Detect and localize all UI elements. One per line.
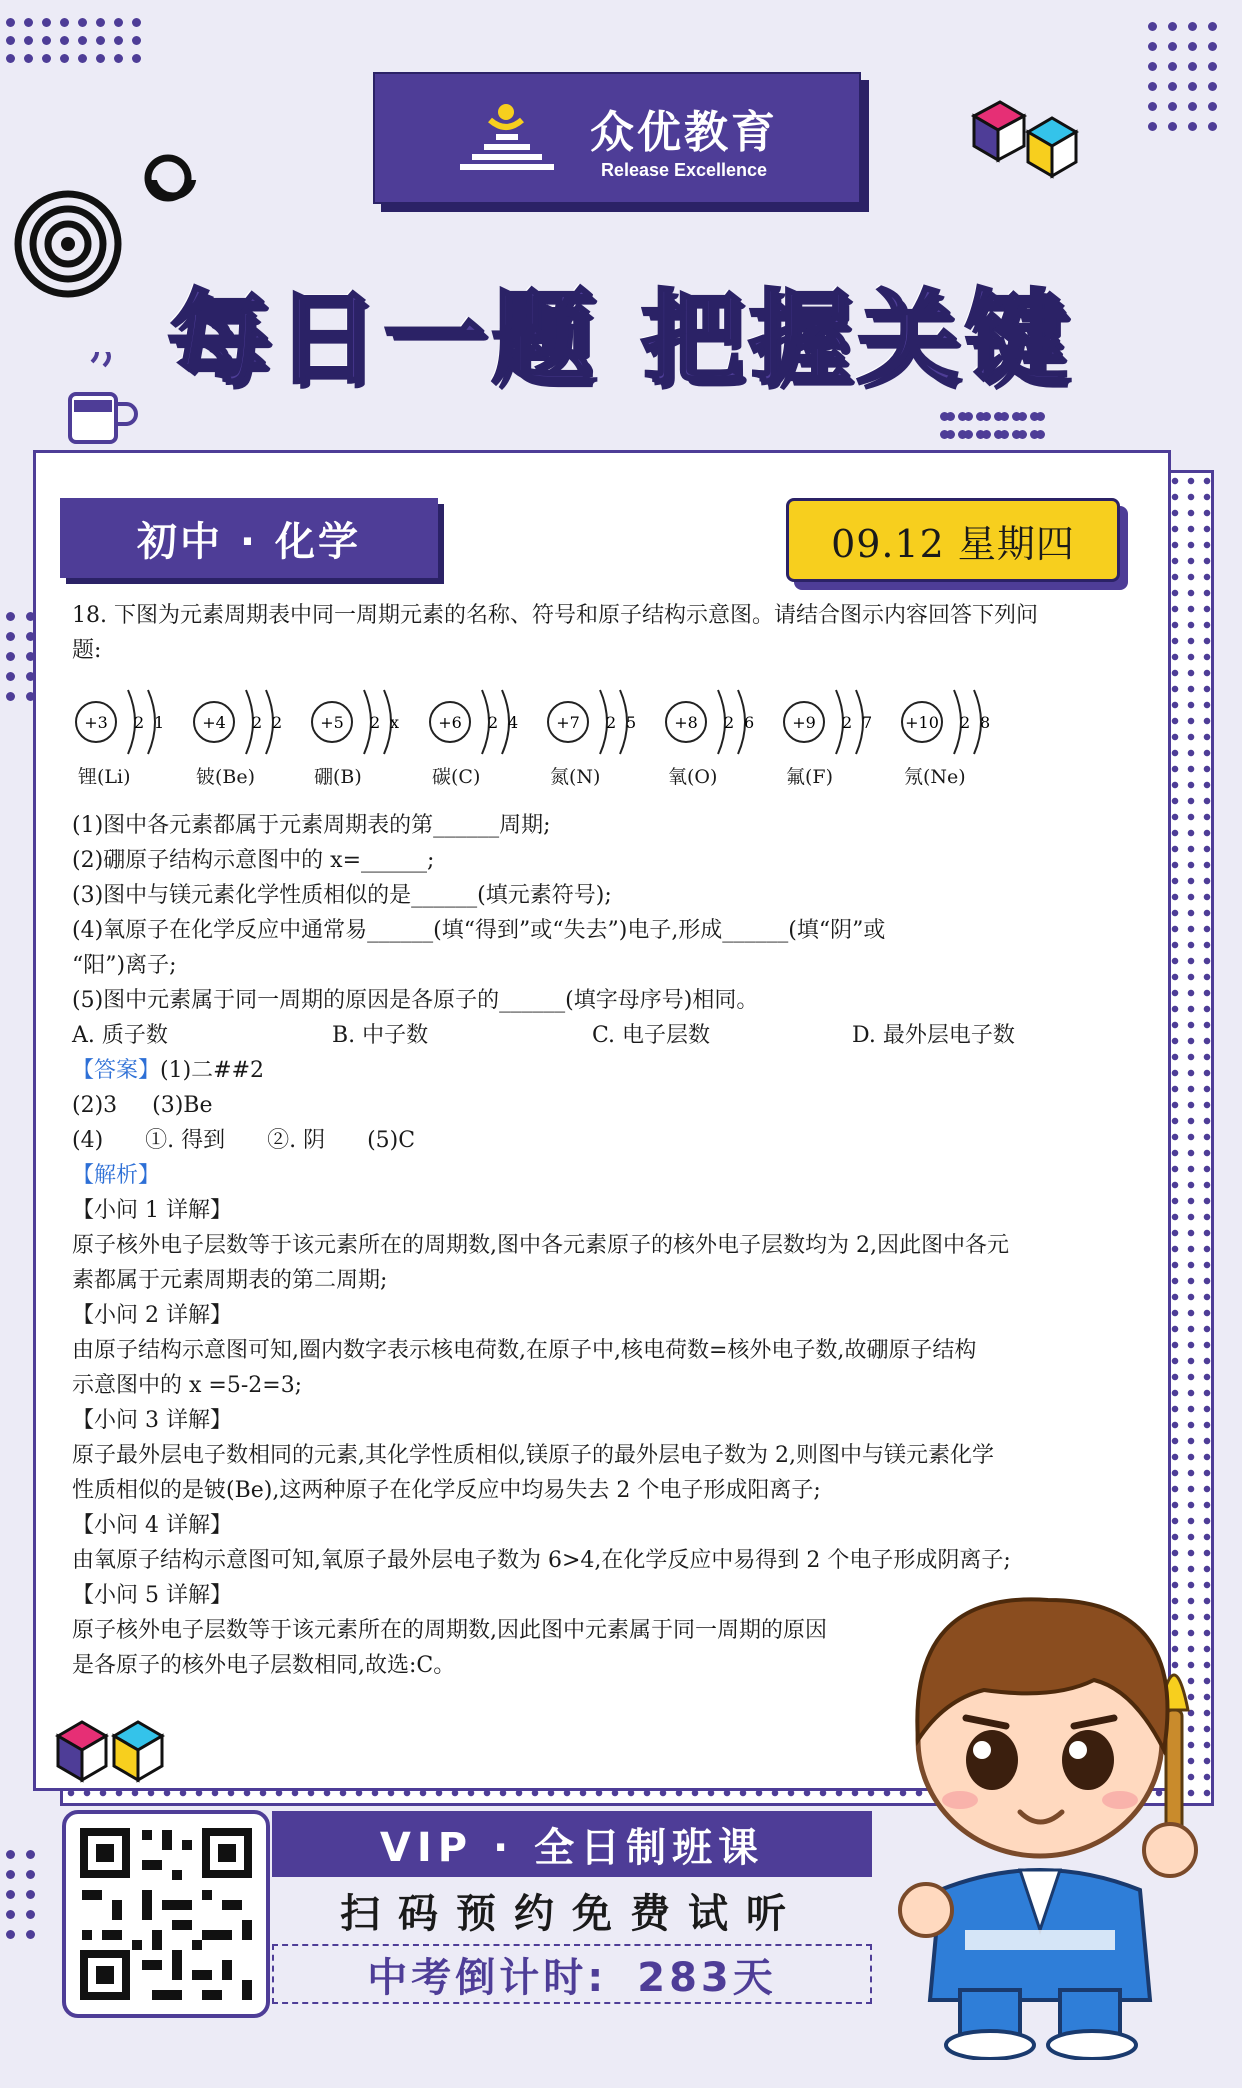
page-headline: 每日一题 把握关键 (167, 280, 1073, 399)
analysis-text-3b: 性质相似的是铍(Be),这两种原子在化学反应中均易失去 2 个电子形成阳离子; (72, 1478, 821, 1503)
analysis-heading-5: 【小问 5 详解】 (72, 1583, 232, 1608)
sub-question-4: (4)氧原子在化学反应中通常易______(填“得到”或“失去”)电子,形成______(填“阴”或 (72, 918, 886, 943)
option-d: D. 最外层电子数 (852, 1023, 1015, 1048)
question-content (72, 598, 1112, 1683)
dot (96, 18, 105, 27)
scan-to-book-text: 扫码预约免费试听 (340, 1890, 804, 1937)
dot (1148, 102, 1157, 111)
answer-5: (5)C (367, 1128, 416, 1153)
dot (114, 36, 123, 45)
atom-element-name: 氧(O) (668, 766, 718, 788)
sub-question-5: (5)图中元素属于同一周期的原因是各原子的______(填字母序号)相同。 (72, 988, 759, 1013)
mascot-illustration (870, 1590, 1210, 2060)
dot (78, 54, 87, 63)
dot (946, 430, 955, 439)
brand-slogan: Release Excellence (600, 159, 768, 180)
answer-2: (2)3 (72, 1093, 118, 1118)
dot (1188, 42, 1197, 51)
atom-shell-count: 2 (370, 713, 381, 732)
dot (964, 430, 973, 439)
countdown-value: 283天 (637, 1954, 777, 2001)
sub-question-2: (2)硼原子结构示意图中的 x=______; (72, 848, 435, 873)
atom-element-name: 氖(Ne) (904, 766, 966, 788)
dot (1000, 430, 1009, 439)
atom-shell-count: 2 (272, 713, 283, 732)
atom-diagram (780, 676, 890, 788)
sub-question-1: (1)图中各元素都属于元素周期表的第______周期; (72, 813, 551, 838)
analysis-heading-4: 【小问 4 详解】 (72, 1513, 232, 1538)
dot (96, 54, 105, 63)
dot-pattern-top-right (1148, 22, 1228, 142)
answer-3: (3)Be (152, 1093, 213, 1118)
dot (60, 54, 69, 63)
dot (42, 18, 51, 27)
dot (1168, 42, 1177, 51)
dot (6, 54, 15, 63)
ring-decoration (142, 152, 194, 204)
vip-course-banner: VIP · 全日制班课 (272, 1811, 872, 1877)
sub-question-4-cont: “阳”)离子; (72, 953, 177, 978)
dot (60, 18, 69, 27)
dot (1208, 82, 1217, 91)
subject-tag: 初中 · 化学 (60, 498, 438, 578)
analysis-text-1a: 原子核外电子层数等于该元素所在的周期数,图中各元素原子的核外电子层数均为 2,因此图中各元 (72, 1233, 1009, 1258)
atom-diagram (308, 676, 418, 788)
dot (78, 36, 87, 45)
atom-shell-count: 2 (606, 713, 617, 732)
dot (132, 36, 141, 45)
dot (6, 672, 15, 681)
analysis-text-3a: 原子最外层电子数相同的元素,其化学性质相似,镁原子的最外层电子数为 2,则图中与镁元素化学 (72, 1443, 994, 1468)
dot (946, 412, 955, 421)
dot (1148, 22, 1157, 31)
atom-shell-count: 2 (134, 713, 145, 732)
dot (60, 36, 69, 45)
answer-4-label: (4) (72, 1128, 104, 1153)
dot (1168, 82, 1177, 91)
dot (1036, 412, 1045, 421)
dot (1188, 22, 1197, 31)
atom-shell-count: 1 (154, 713, 165, 732)
atom-shell-count: 2 (252, 713, 263, 732)
cube-decoration-top-right (966, 96, 1096, 186)
dot (1036, 430, 1045, 439)
dot (964, 412, 973, 421)
option-a: A. 质子数 (72, 1023, 168, 1048)
dot (78, 18, 87, 27)
dot (6, 632, 15, 641)
dot (114, 18, 123, 27)
brand-name: 众优教育 (590, 106, 778, 158)
atom-diagram (426, 676, 536, 788)
analysis-heading-3: 【小问 3 详解】 (72, 1408, 232, 1433)
dot (6, 18, 15, 27)
atom-shell-count: 2 (960, 713, 971, 732)
analysis-text-2b: 示意图中的 x =5-2=3; (72, 1373, 303, 1398)
answer-label: 【答案】 (72, 1058, 161, 1083)
dot (1208, 102, 1217, 111)
dot (982, 412, 991, 421)
dot (6, 652, 15, 661)
dot (1148, 122, 1157, 131)
date-tag: 09.12 星期四 (786, 498, 1120, 582)
dot (114, 54, 123, 63)
dot (96, 36, 105, 45)
atom-element-name: 锂(Li) (78, 766, 131, 788)
dot (6, 612, 15, 621)
dot-pattern-headline (946, 412, 1054, 448)
dot (1148, 62, 1157, 71)
atom-diagram (898, 676, 1008, 788)
atom-shell-count: 2 (842, 713, 853, 732)
dot (1168, 102, 1177, 111)
dot (1208, 42, 1217, 51)
answer-4-2: ②. 阴 (267, 1128, 326, 1153)
atom-nucleus-label: +3 (84, 713, 108, 732)
dot (1188, 82, 1197, 91)
analysis-text-2a: 由原子结构示意图可知,圈内数字表示核电荷数,在原子中,核电荷数=核外电子数,故硼原子结构 (72, 1338, 977, 1363)
dot (6, 36, 15, 45)
dot (1188, 122, 1197, 131)
atom-nucleus-label: +5 (320, 713, 344, 732)
atom-element-name: 碳(C) (432, 766, 481, 788)
answer-1: (1)二##2 (160, 1058, 265, 1083)
dot-pattern-top-left (6, 18, 150, 72)
qr-code[interactable] (62, 1810, 270, 2018)
atom-diagram (190, 676, 300, 788)
analysis-text-5a: 原子核外电子层数等于该元素所在的周期数,因此图中元素属于同一周期的原因 (72, 1618, 827, 1643)
sub-question-3: (3)图中与镁元素化学性质相似的是______(填元素符号); (72, 883, 612, 908)
brand-banner (373, 72, 861, 204)
brand-logo-icon (456, 98, 566, 178)
atom-element-name: 硼(B) (314, 766, 362, 788)
analysis-text-4: 由氧原子结构示意图可知,氧原子最外层电子数为 6>4,在化学反应中易得到 2 个电子形成阴离子; (72, 1548, 1011, 1573)
dot (1188, 62, 1197, 71)
atom-shell-count: 7 (862, 713, 873, 732)
atom-nucleus-label: +7 (556, 713, 580, 732)
exam-countdown (272, 1944, 872, 2004)
dot (1208, 22, 1217, 31)
dot (24, 18, 33, 27)
atom-diagram (72, 676, 182, 788)
atom-shell-count: 5 (626, 713, 637, 732)
analysis-heading-2: 【小问 2 详解】 (72, 1303, 232, 1328)
atom-nucleus-label: +9 (792, 713, 816, 732)
analysis-heading-1: 【小问 1 详解】 (72, 1198, 232, 1223)
dot (42, 36, 51, 45)
atom-diagram (544, 676, 654, 788)
option-c: C. 电子层数 (592, 1023, 711, 1048)
atom-shell-count: x (390, 713, 400, 732)
dot (24, 36, 33, 45)
atom-nucleus-label: +8 (674, 713, 698, 732)
answer-4-1: ①. 得到 (145, 1128, 226, 1153)
dot (132, 54, 141, 63)
dot (1188, 102, 1197, 111)
atom-shell-count: 8 (980, 713, 991, 732)
answer-options (72, 1018, 1112, 1053)
dot (132, 18, 141, 27)
dot (1208, 122, 1217, 131)
dot (1168, 122, 1177, 131)
option-b: B. 中子数 (332, 1023, 429, 1048)
atom-shell-count: 6 (744, 713, 755, 732)
question-stem-cont: 题: (72, 638, 102, 663)
dot (1018, 430, 1027, 439)
dot (1148, 42, 1157, 51)
analysis-text-1b: 素都属于元素周期表的第二周期; (72, 1268, 388, 1293)
atom-diagram-row (72, 676, 1112, 804)
atom-shell-count: 2 (724, 713, 735, 732)
dot (1148, 82, 1157, 91)
dot (982, 430, 991, 439)
atom-diagram (662, 676, 772, 788)
dot (24, 54, 33, 63)
dot (1168, 22, 1177, 31)
dot (1018, 412, 1027, 421)
analysis-label: 【解析】 (72, 1163, 161, 1188)
atom-nucleus-label: +4 (202, 713, 226, 732)
dot (1208, 62, 1217, 71)
dot (6, 692, 15, 701)
atom-shell-count: 2 (488, 713, 499, 732)
question-stem: 18. 下图为元素周期表中同一周期元素的名称、符号和原子结构示意图。请结合图示内容回答下列问 (72, 603, 1038, 628)
dot (1168, 62, 1177, 71)
atom-nucleus-label: +10 (905, 713, 939, 732)
atom-element-name: 铍(Be) (196, 766, 256, 788)
atom-shell-count: 4 (508, 713, 519, 732)
dot (42, 54, 51, 63)
analysis-text-5b: 是各原子的核外电子层数相同,故选:C。 (72, 1653, 456, 1678)
dot (1000, 412, 1009, 421)
atom-nucleus-label: +6 (438, 713, 462, 732)
atom-element-name: 氟(F) (786, 766, 834, 788)
countdown-label: 中考倒计时: (367, 1954, 608, 2001)
atom-element-name: 氮(N) (550, 766, 601, 788)
